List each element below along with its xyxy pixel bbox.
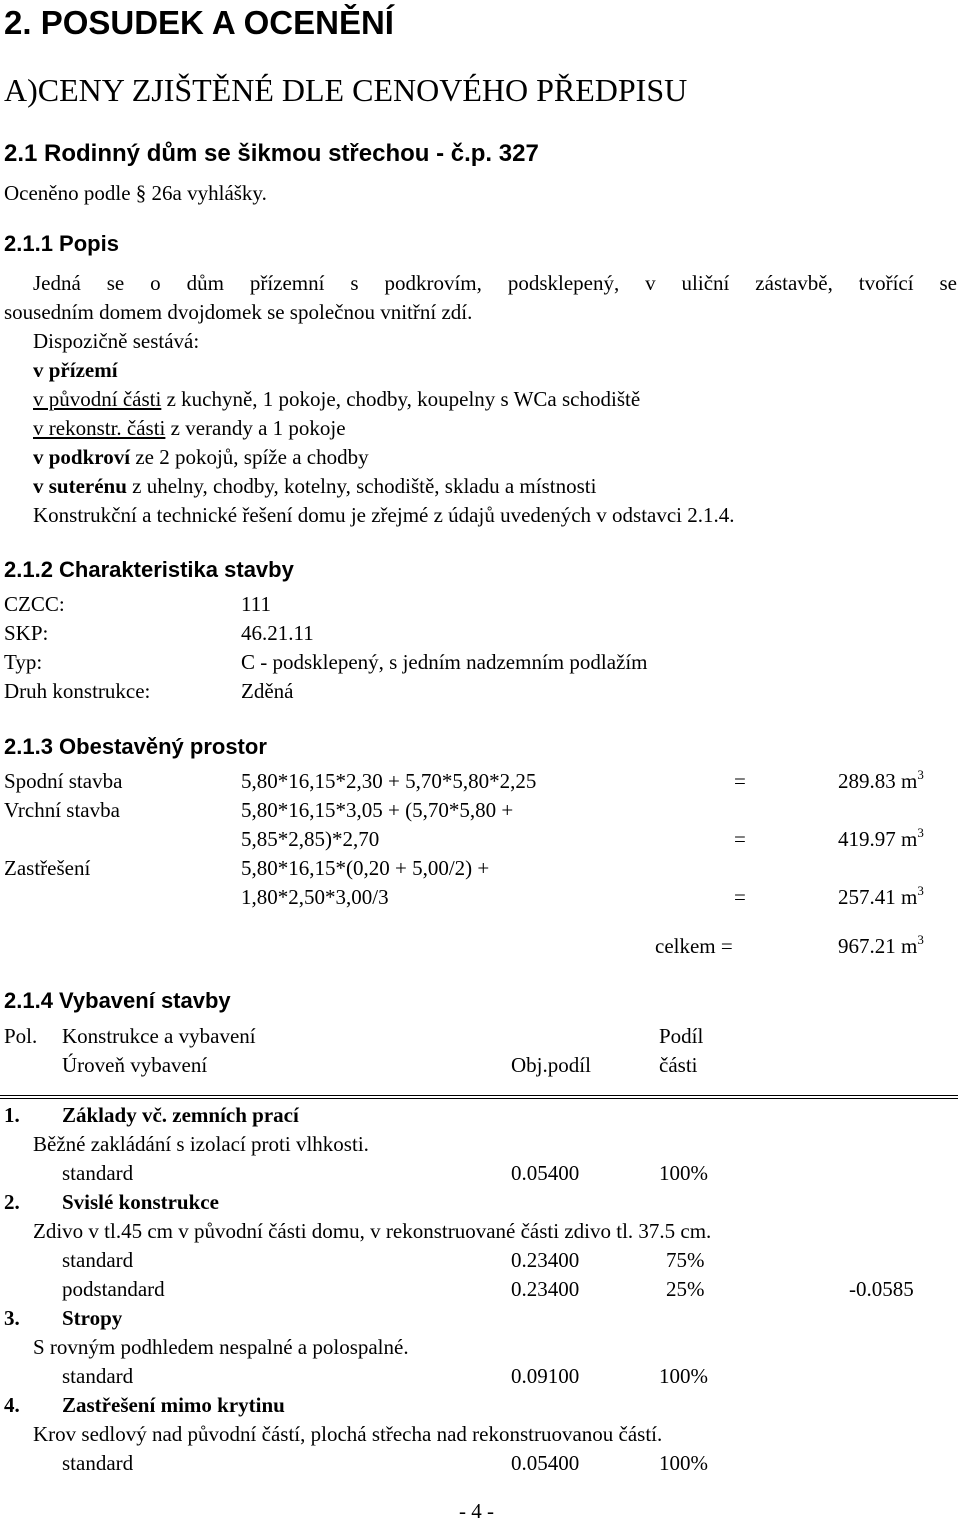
char-label-typ: Typ:: [4, 650, 43, 674]
dispozice-label: Dispozičně sestává:: [33, 329, 200, 353]
item-part-share: 25%: [666, 1277, 705, 1301]
zastreseni-equals: =: [734, 885, 746, 909]
popis-title: 2.1.1 Popis: [4, 231, 119, 256]
item-number: 1.: [4, 1103, 20, 1127]
item-name: Základy vč. zemních prací: [62, 1103, 299, 1127]
col-header-casti: části: [659, 1053, 698, 1077]
item-part-share: 75%: [666, 1248, 705, 1272]
zastreseni-value: 257.41 $m^3$: [838, 883, 924, 909]
item-adjustment: -0.0585: [849, 1277, 914, 1301]
podkrovi-line: [33, 445, 369, 470]
char-value-czcc: 111: [241, 592, 271, 616]
vrchni-formula-2: 5,85*2,85)*2,70: [241, 827, 380, 851]
item-part-share: 100%: [659, 1161, 708, 1185]
item-name: Svislé konstrukce: [62, 1190, 219, 1214]
item-level: standard: [62, 1451, 134, 1475]
char-label-skp: SKP:: [4, 621, 49, 645]
item-part-share: 100%: [659, 1364, 708, 1388]
item-obj-share: 0.23400: [511, 1248, 580, 1272]
suteren-line: [33, 474, 596, 499]
item-name: Stropy: [62, 1306, 123, 1330]
item-name: Zastřešení mimo krytinu: [62, 1393, 285, 1417]
vrchni-value: 419.97 $m^3$: [838, 825, 924, 851]
konstrukce-note: Konstrukční a technické řešení domu je zřejmé z údajů uvedených v odstavci 2.1.4.: [33, 503, 735, 527]
valuation-basis: Oceněno podle § 26a vyhlášky.: [4, 181, 267, 205]
zastreseni-formula-2: 1,80*2,50*3,00/3: [241, 885, 389, 909]
spodni-label: Spodní stavba: [4, 769, 123, 793]
char-value-druh: Zděná: [241, 679, 294, 703]
header-rule-top: [0, 1095, 958, 1096]
charakteristika-title: 2.1.2 Charakteristika stavby: [4, 557, 294, 582]
item-number: 3.: [4, 1306, 20, 1330]
char-label-druh: Druh konstrukce:: [4, 679, 151, 703]
suterenu-label: v suterénu: [33, 474, 127, 498]
spodni-equals: =: [734, 769, 746, 793]
celkem-label: celkem =: [655, 934, 733, 958]
spodni-formula: 5,80*16,15*2,30 + 5,70*5,80*2,25: [241, 769, 537, 793]
celkem-value: 967.21 $m^3$: [838, 932, 924, 958]
suterenu-text: z uhelny, chodby, kotelny, schodiště, skladu a místnosti: [126, 474, 597, 498]
col-header-podil: Podíl: [659, 1024, 704, 1048]
header-rule-bottom: [0, 1098, 958, 1099]
section-heading: 2. POSUDEK A OCENĚNÍ: [4, 4, 394, 41]
podkrovi-label: v podkroví: [33, 445, 131, 469]
item-obj-share: 0.05400: [511, 1161, 580, 1185]
vrchni-label: Vrchní stavba: [4, 798, 120, 822]
char-value-skp: 46.21.11: [241, 621, 314, 645]
vrchni-formula-1: 5,80*16,15*3,05 + (5,70*5,80 +: [241, 798, 514, 822]
page-number: - 4 -: [459, 1499, 494, 1523]
item-description: Krov sedlový nad původní částí, plochá střecha nad rekonstruovanou částí.: [33, 1422, 663, 1446]
item-obj-share: 0.09100: [511, 1364, 580, 1388]
podkrovi-text: ze 2 pokojů, spíže a chodby: [130, 445, 369, 469]
item-number: 2.: [4, 1190, 20, 1214]
spodni-value: 289.83 $m^3$: [838, 767, 924, 793]
col-header-konstrukce: Konstrukce a vybavení: [62, 1024, 256, 1048]
char-value-typ: C - podsklepený, s jedním nadzemním podlažím: [241, 650, 648, 674]
popis-line-2: sousedním domem dvojdomek se společnou vnitřní zdí.: [4, 300, 473, 324]
obestaveny-title: 2.1.3 Obestavěný prostor: [4, 734, 267, 759]
col-header-pol: Pol.: [4, 1024, 38, 1048]
rekonstr-label: v rekonstr. části: [33, 416, 166, 440]
item-level: standard: [62, 1161, 134, 1185]
col-header-objpodil: Obj.podíl: [511, 1053, 591, 1077]
item-description: Běžné zakládání s izolací proti vlhkosti.: [33, 1132, 369, 1156]
item-level: standard: [62, 1364, 134, 1388]
puvodni-label: v původní části: [33, 387, 162, 411]
prizemi-label: v přízemí: [33, 358, 118, 382]
col-header-uroven: Úroveň vybavení: [62, 1053, 208, 1077]
zastreseni-label: Zastřešení: [4, 856, 91, 880]
item-obj-share: 0.23400: [511, 1277, 580, 1301]
vybaveni-title: 2.1.4 Vybavení stavby: [4, 988, 231, 1013]
item-part-share: 100%: [659, 1451, 708, 1475]
zastreseni-formula-1: 5,80*16,15*(0,20 + 5,00/2) +: [241, 856, 490, 880]
item-number: 4.: [4, 1393, 20, 1417]
subsection-heading: A)CENY ZJIŠTĚNÉ DLE CENOVÉHO PŘEDPISU: [4, 72, 688, 108]
puvodni-text: z kuchyně, 1 pokoje, chodby, koupelny s WCa schodiště: [161, 387, 641, 411]
item-obj-share: 0.05400: [511, 1451, 580, 1475]
item-description: Zdivo v tl.45 cm v původní části domu, v rekonstruované části zdivo tl. 37.5 cm.: [33, 1219, 712, 1243]
popis-line-1: Jedná se o dům přízemní s podkrovím, podsklepený, v uliční zástavbě, tvořící se: [33, 271, 957, 295]
item-level: standard: [62, 1248, 134, 1272]
item-level: podstandard: [62, 1277, 165, 1301]
object-title: 2.1 Rodinný dům se šikmou střechou - č.p. 327: [4, 140, 539, 167]
rekonstr-text: z verandy a 1 pokoje: [165, 416, 346, 440]
puvodni-line: [33, 387, 640, 412]
item-description: S rovným podhledem nespalné a polospalné.: [33, 1335, 409, 1359]
char-label-czcc: CZCC:: [4, 592, 65, 616]
vrchni-equals: =: [734, 827, 746, 851]
rekonstr-line: [33, 416, 346, 441]
